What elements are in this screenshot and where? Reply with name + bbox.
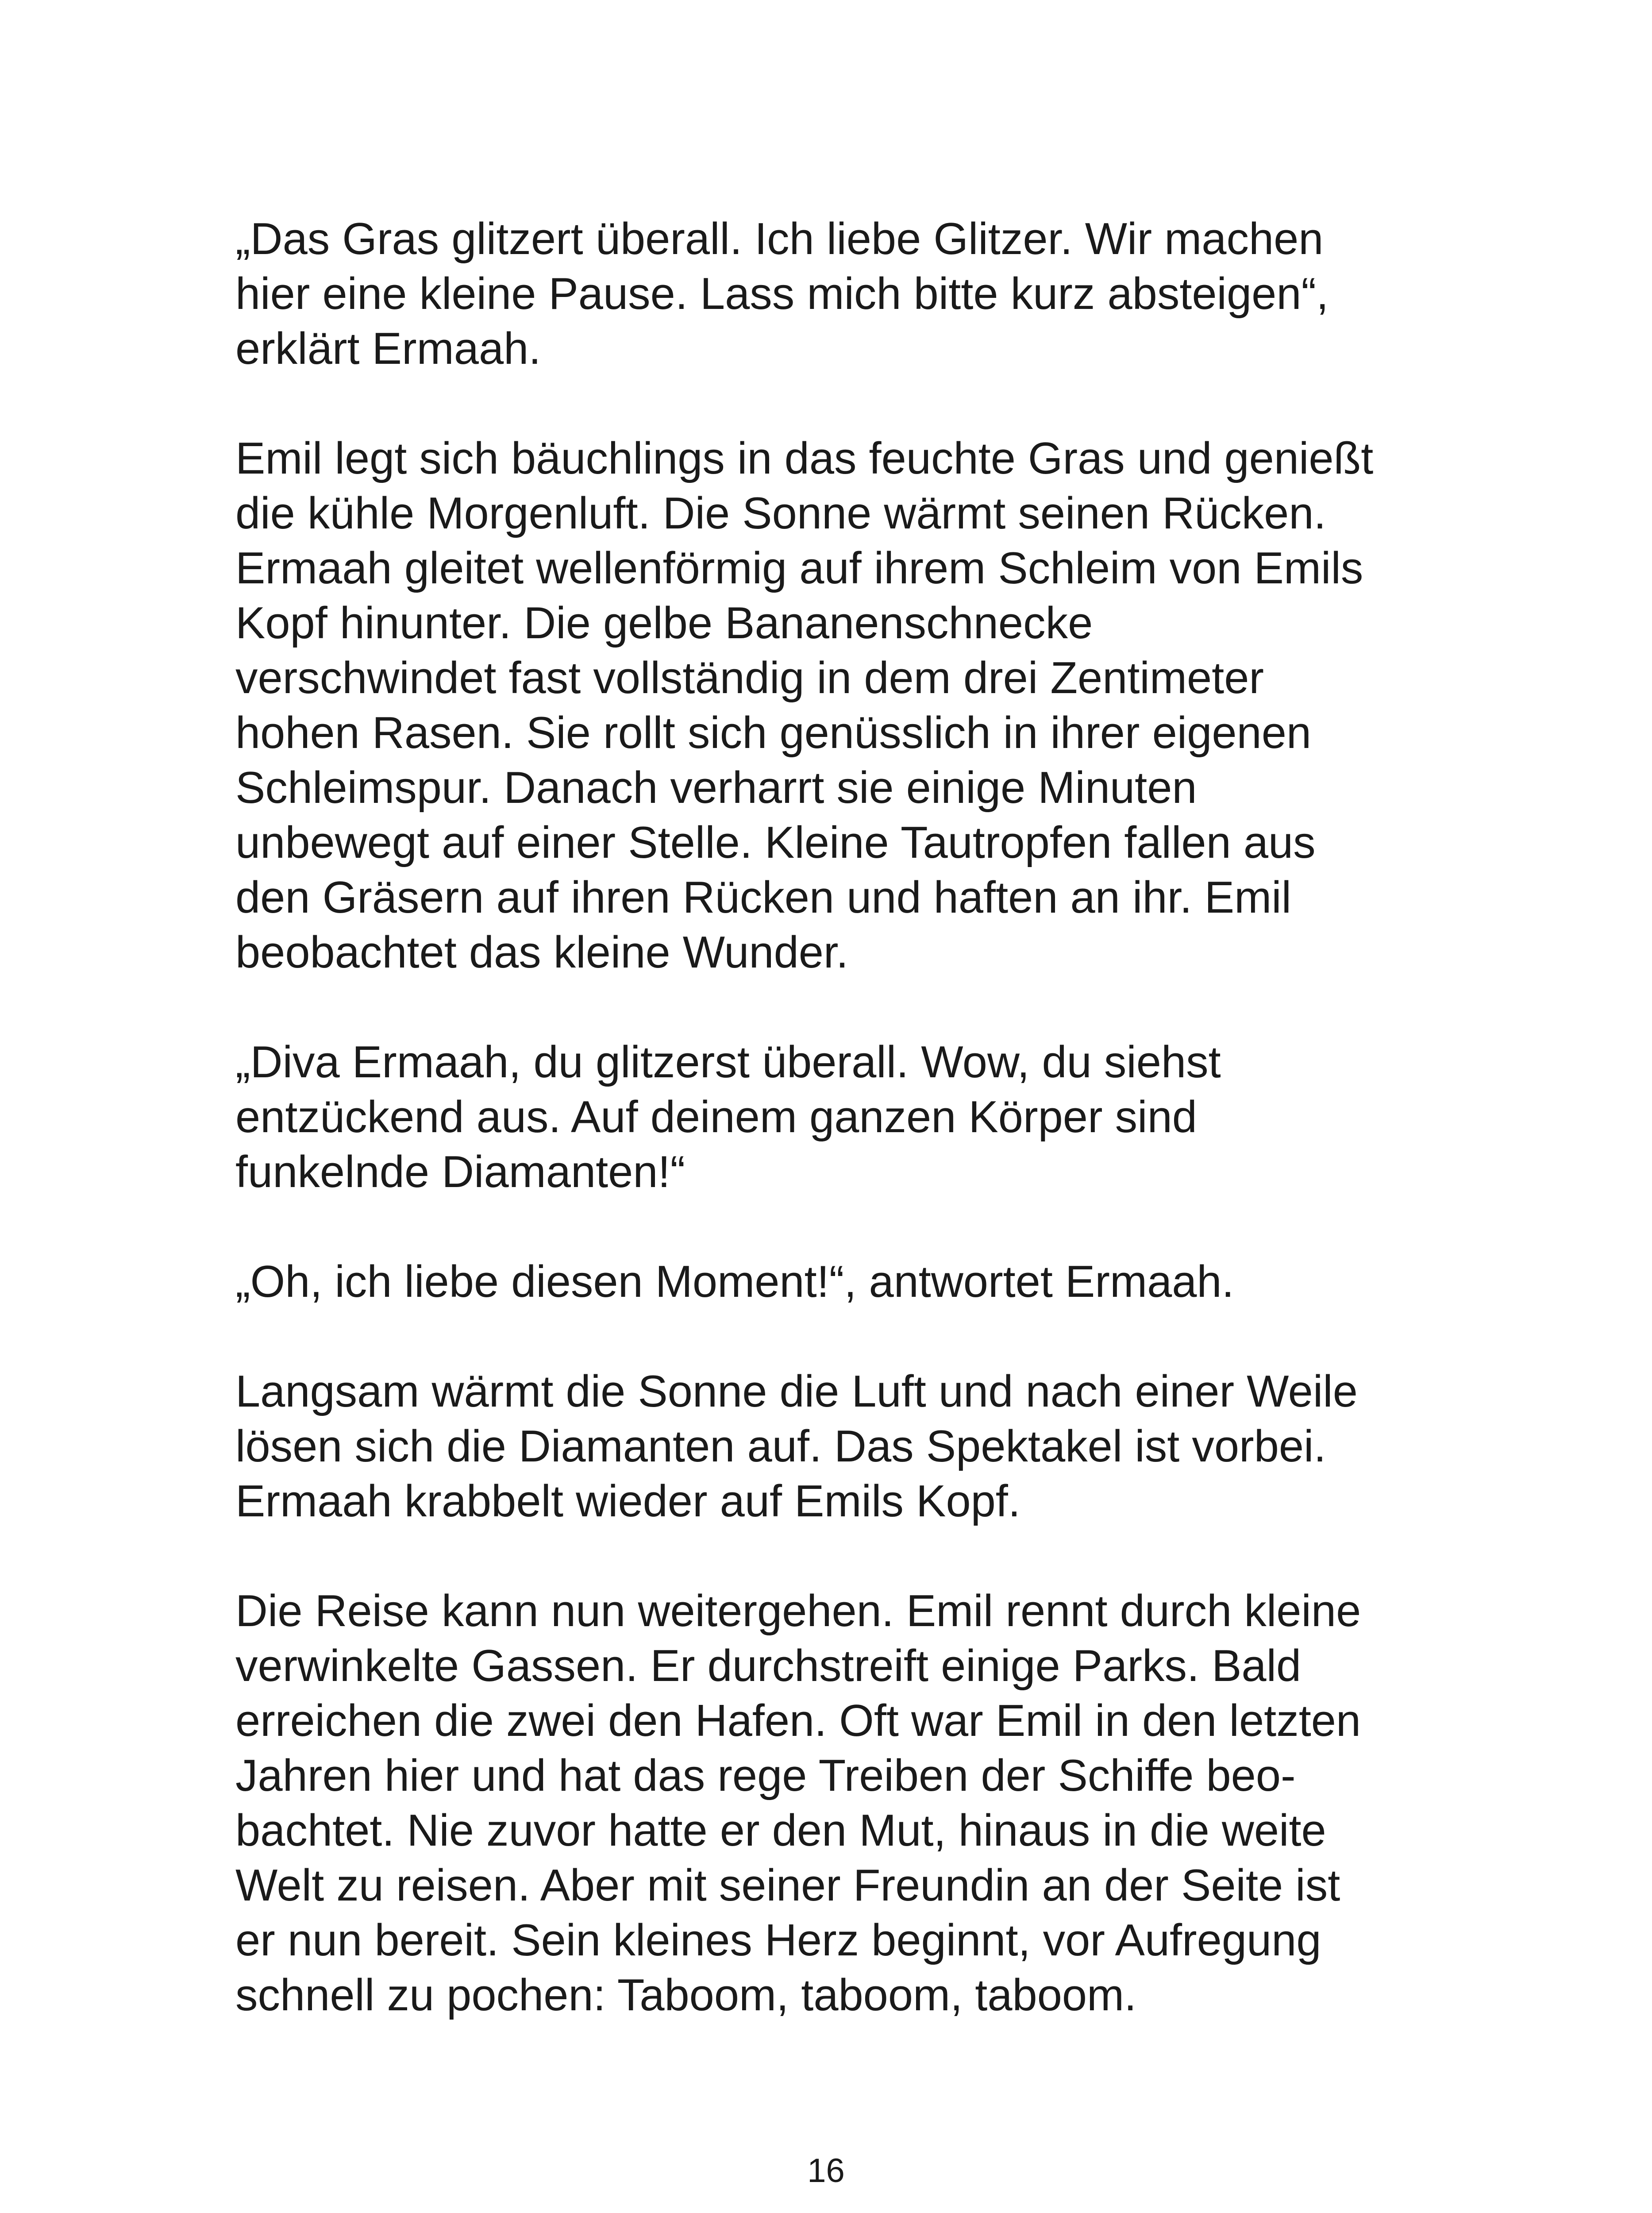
- text-line: „Diva Ermaah, du glitzerst überall. Wow, du siehst: [235, 1037, 1221, 1087]
- text-line: Die Reise kann nun weitergehen. Emil rennt durch kleine: [235, 1586, 1361, 1636]
- text-line: erreichen die zwei den Hafen. Oft war Emil in den letzten: [235, 1696, 1361, 1746]
- text-line: unbewegt auf einer Stelle. Kleine Tautropfen fallen aus: [235, 818, 1316, 867]
- text-line: verwinkelte Gassen. Er durchstreift einige Parks. Bald: [235, 1641, 1302, 1691]
- paragraph: [235, 431, 1457, 980]
- text-line: Emil legt sich bäuchlings in das feuchte Gras und genießt: [235, 434, 1374, 483]
- paragraph: [235, 1035, 1457, 1199]
- text-line: schnell zu pochen: Taboom, taboom, taboom.: [235, 1970, 1137, 2020]
- page-number: 16: [807, 2152, 845, 2190]
- text-line: Langsam wärmt die Sonne die Luft und nach einer Weile: [235, 1367, 1358, 1416]
- paragraph: [235, 1254, 1457, 1309]
- text-line: verschwindet fast vollständig in dem drei Zentimeter: [235, 653, 1264, 703]
- text-line: Schleimspur. Danach verharrt sie einige Minuten: [235, 763, 1197, 813]
- text-line: er nun bereit. Sein kleines Herz beginnt, vor Aufregung: [235, 1916, 1321, 1965]
- text-line: „Das Gras glitzert überall. Ich liebe Glitzer. Wir machen: [235, 214, 1324, 264]
- text-line: beobachtet das kleine Wunder.: [235, 928, 849, 977]
- text-line: „Oh, ich liebe diesen Moment!“, antwortet Ermaah.: [235, 1257, 1234, 1307]
- text-line: hier eine kleine Pause. Lass mich bitte kurz absteigen“,: [235, 269, 1329, 319]
- text-line: entzückend aus. Auf deinem ganzen Körper sind: [235, 1092, 1197, 1142]
- text-line: Welt zu reisen. Aber mit seiner Freundin an der Seite ist: [235, 1861, 1340, 1910]
- text-line: erklärt Ermaah.: [235, 324, 541, 374]
- text-line: bachtet. Nie zuvor hatte er den Mut, hinaus in die weite: [235, 1806, 1326, 1855]
- text-line: die kühle Morgenluft. Die Sonne wärmt seinen Rücken.: [235, 489, 1326, 538]
- paragraph: [235, 212, 1457, 376]
- text-line: funkelnde Diamanten!“: [235, 1147, 685, 1197]
- text-line: lösen sich die Diamanten auf. Das Spektakel ist vorbei.: [235, 1422, 1326, 1471]
- text-line: Kopf hinunter. Die gelbe Bananenschnecke: [235, 598, 1093, 648]
- paragraph: [235, 1364, 1457, 1529]
- text-line: hohen Rasen. Sie rollt sich genüsslich in ihrer eigenen: [235, 708, 1312, 758]
- text-line: Ermaah gleitet wellenförmig auf ihrem Schleim von Emils: [235, 544, 1363, 593]
- text-line: den Gräsern auf ihren Rücken und haften an ihr. Emil: [235, 873, 1292, 922]
- text-line: Jahren hier und hat das rege Treiben der Schiffe beo-: [235, 1751, 1296, 1800]
- body-text: [235, 212, 1457, 2078]
- text-line: Ermaah krabbelt wieder auf Emils Kopf.: [235, 1477, 1020, 1526]
- paragraph: [235, 1584, 1457, 2023]
